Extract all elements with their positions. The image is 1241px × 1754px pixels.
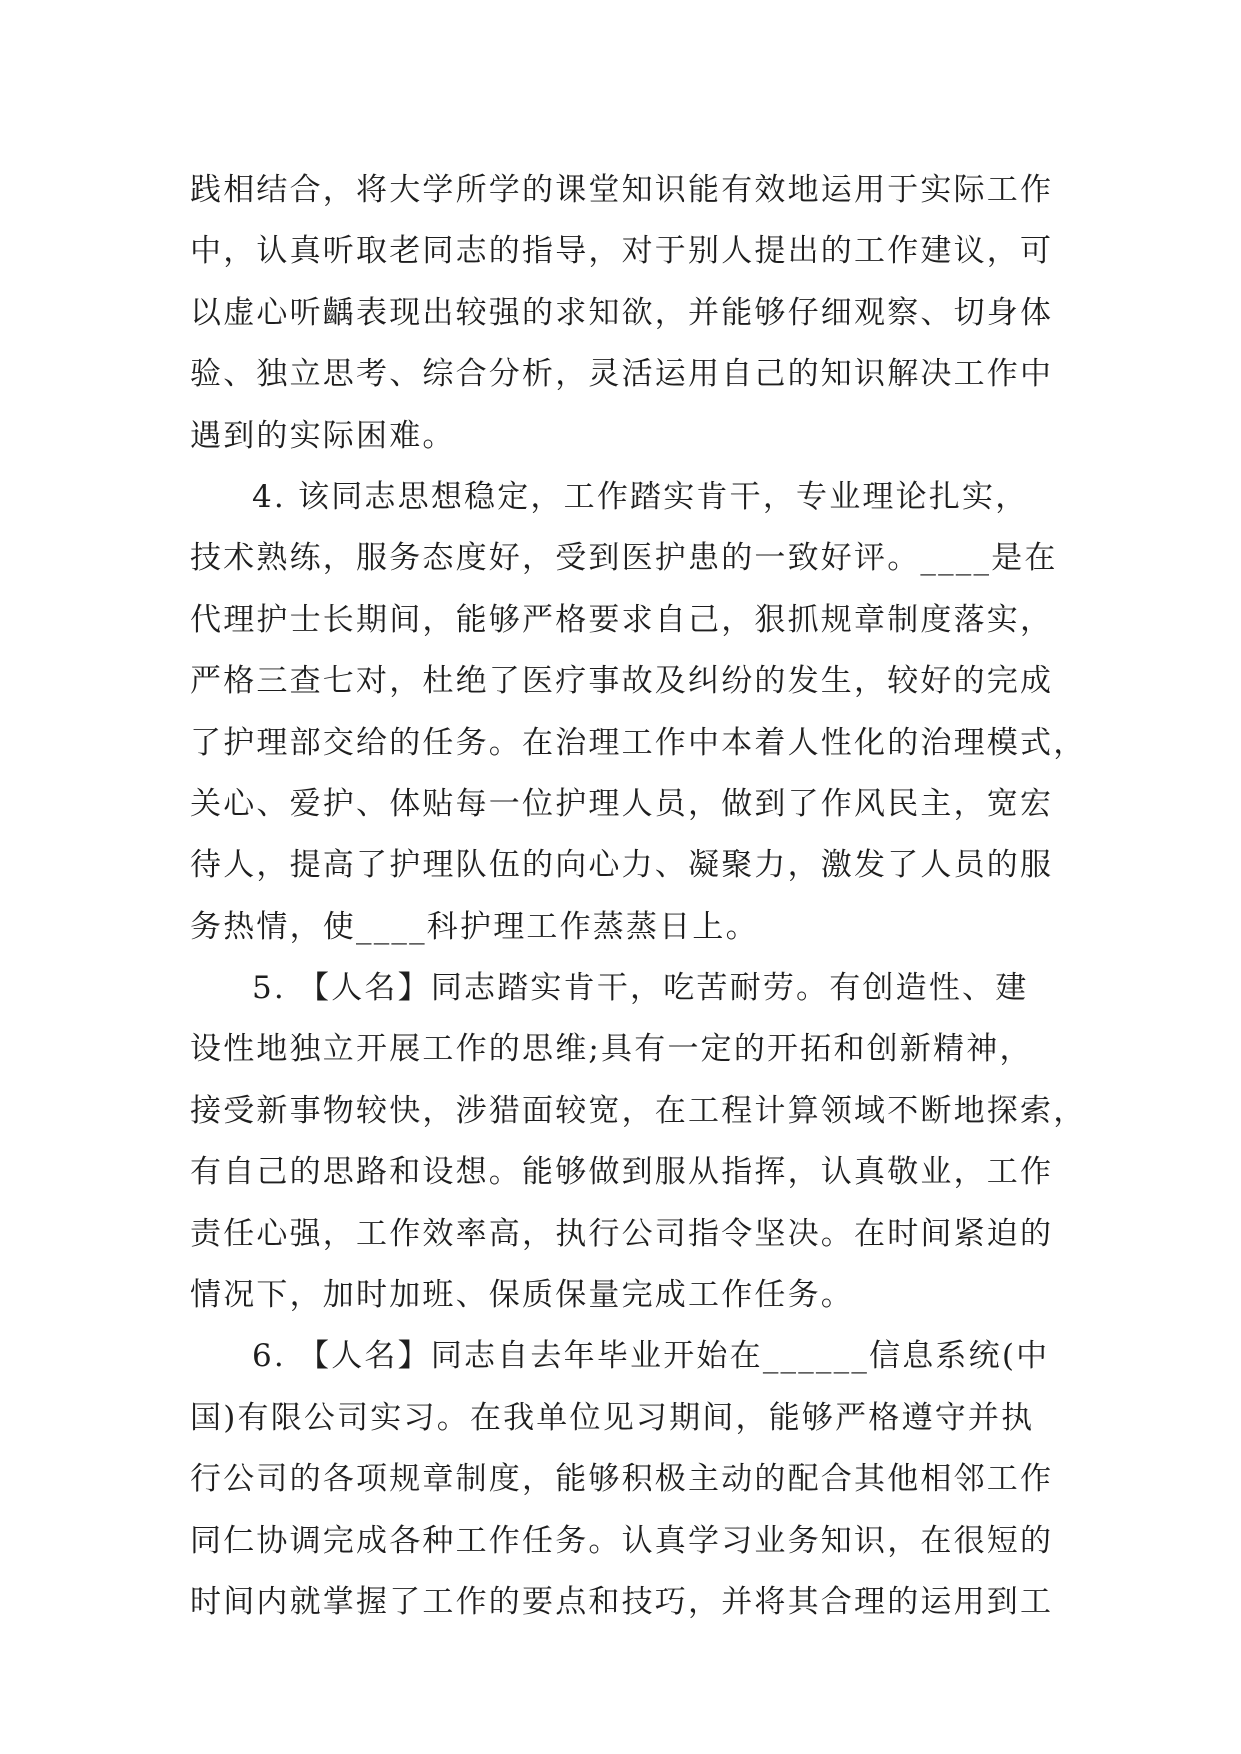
text-line: 代理护士长期间，能够严格要求自己，狠抓规章制度落实， (190, 601, 1054, 638)
body-text (190, 160, 1087, 1633)
text-line: 关心、爱护、体贴每一位护理人员，做到了作风民主，宽宏 (190, 785, 1054, 822)
text-line: 以虚心听齲表现出较强的求知欲，并能够仔细观察、切身体 (190, 294, 1054, 331)
text-line: 技术熟练，服务态度好，受到医护患的一致好评。____是在 (190, 540, 1058, 577)
text-line: 有自己的思路和设想。能够做到服从指挥，认真敬业，工作 (190, 1154, 1054, 1191)
text-line: 责任心强，工作效率高，执行公司指令坚决。在时间紧迫的 (190, 1215, 1054, 1252)
text-line: 行公司的各项规章制度，能够积极主动的配合其他相邻工作 (190, 1461, 1054, 1498)
text-line: 设性地独立开展工作的思维;具有一定的开拓和创新精神， (190, 1031, 1033, 1068)
text-line: 接受新事物较快，涉猎面较宽，在工程计算领域不断地探索， (190, 1092, 1087, 1129)
paragraph-4-first-line: 4. 该同志思想稳定，工作踏实肯干，专业理论扎实， (252, 478, 1029, 515)
text-line: 中，认真听取老同志的指导，对于别人提出的工作建议，可 (190, 233, 1054, 270)
text-line: 遇到的实际困难。 (190, 417, 456, 454)
text-line: 国)有限公司实习。在我单位见习期间，能够严格遵守并执 (190, 1399, 1035, 1436)
text-line: 了护理部交给的任务。在治理工作中本着人性化的治理模式， (190, 724, 1087, 761)
text-line: 情况下，加时加班、保质保量完成工作任务。 (190, 1277, 854, 1314)
paragraph-5-first-line: 5. 【人名】同志踏实肯干，吃苦耐劳。有创造性、建 (252, 970, 1029, 1007)
text-line: 待人，提高了护理队伍的向心力、凝聚力，激发了人员的服 (190, 847, 1054, 884)
text-line: 同仁协调完成各种工作任务。认真学习业务知识，在很短的 (190, 1522, 1054, 1559)
text-line: 验、独立思考、综合分析，灵活运用自己的知识解决工作中 (190, 356, 1054, 393)
text-line: 践相结合，将大学所学的课堂知识能有效地运用于实际工作 (190, 172, 1054, 208)
paragraph-6-first-line: 6. 【人名】同志自去年毕业开始在______信息系统(中 (252, 1338, 1050, 1375)
text-line: 务热情，使____科护理工作蒸蒸日上。 (190, 908, 759, 945)
text-line: 时间内就掌握了工作的要点和技巧，并将其合理的运用到工 (190, 1583, 1054, 1620)
text-line: 严格三查七对，杜绝了医疗事故及纠纷的发生，较好的完成 (190, 663, 1054, 700)
